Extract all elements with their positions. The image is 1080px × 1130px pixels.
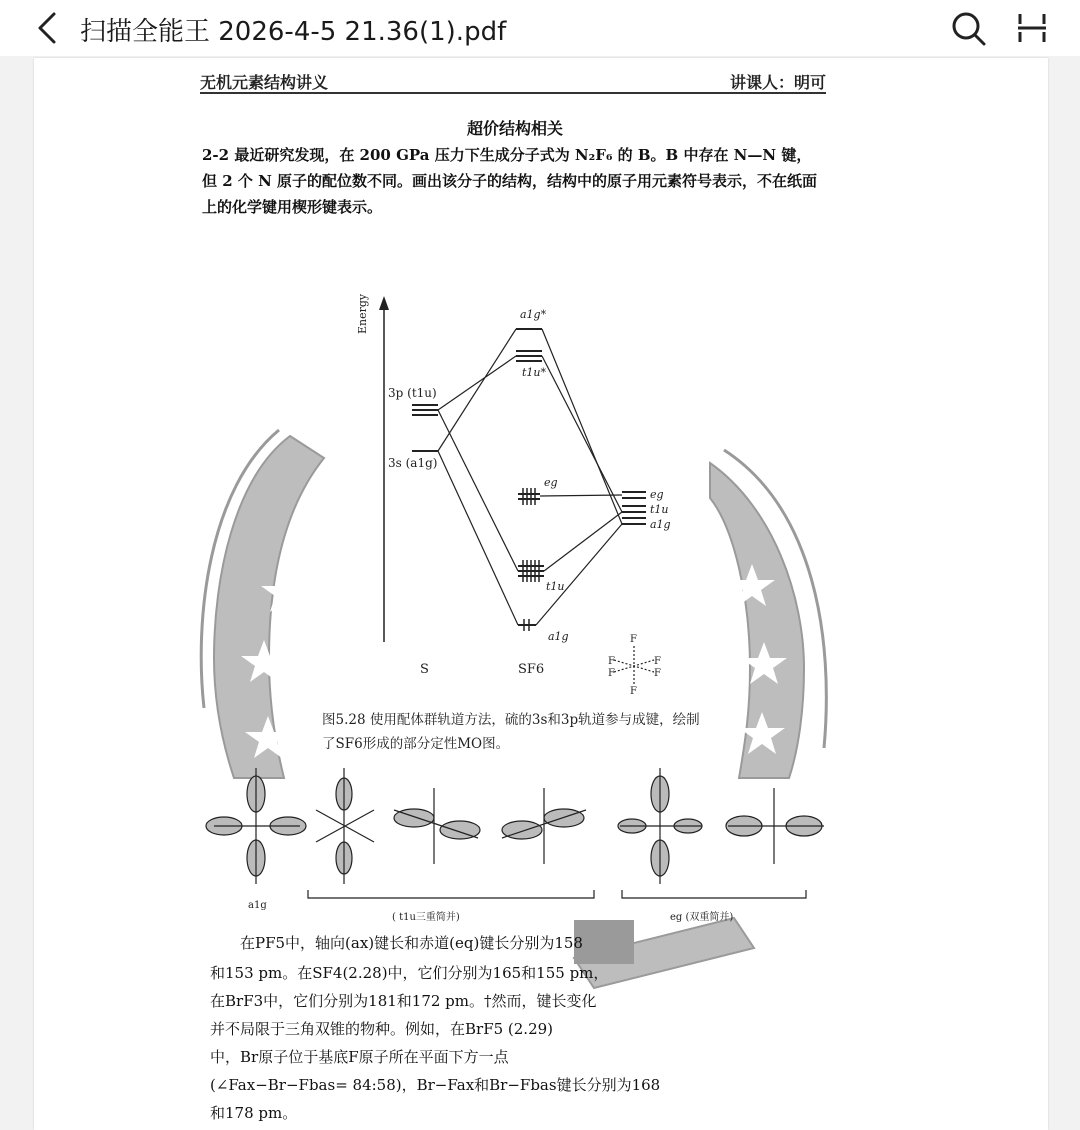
level-label: eg (650, 488, 664, 501)
level-label: eg (544, 476, 558, 489)
column-label-sf6: SF6 (518, 662, 545, 677)
problem-line: 但 2 个 N 原子的配位数不同。画出该分子的结构，结构中的原子用元素符号表示，不在纸面 (202, 172, 818, 190)
orbital-label: eg (双重简并) (670, 912, 734, 923)
f-atom-label: F (608, 668, 615, 679)
body-text-line: 中，Br原子位于基底F原子所在平面下方一点 (210, 1048, 509, 1066)
body-text-line: 和153 pm。在SF4(2.28)中，它们分别为165和155 pm， (210, 964, 609, 982)
problem-line: 上的化学键用楔形键表示。 (202, 198, 383, 216)
page-header-right: 讲课人：明可 (730, 73, 827, 92)
level-label: 3s (a1g) (388, 456, 438, 470)
menu-icon[interactable] (1008, 6, 1056, 50)
back-arrow-icon[interactable] (30, 8, 70, 48)
f-atom-label: F (654, 668, 661, 679)
document-page[interactable] (34, 58, 1048, 1130)
f-atom-label: F (630, 634, 637, 645)
stamp-stars (241, 564, 787, 758)
level-label: a1g (548, 630, 569, 643)
body-text-line: 和178 pm。 (210, 1104, 298, 1122)
level-label: a1g* (520, 308, 547, 321)
body-text-line: (∠Fax−Br−Fbas= 84:58)，Br−Fax和Br−Fbas键长分别为168 (210, 1076, 661, 1094)
level-label: a1g (650, 518, 671, 531)
figure-caption-line: 了SF6形成的部分定性MO图。 (322, 736, 510, 752)
document-title: 扫描全能王 2026-4-5 21.36(1).pdf (80, 17, 507, 47)
section-title: 超价结构相关 (467, 119, 564, 138)
level-label: 3p (t1u) (388, 386, 437, 400)
level-label: t1u (546, 580, 565, 593)
figure-caption-line: 图5.28 使用配体群轨道方法，硫的3s和3p轨道参与成键，绘制 (322, 712, 700, 728)
search-icon[interactable] (946, 6, 990, 50)
orbital-label: ( t1u三重简并) (392, 912, 460, 923)
level-label: t1u (650, 503, 669, 516)
f-atom-label: F (630, 686, 637, 697)
problem-line: 2-2 最近研究发现，在 200 GPa 压力下生成分子式为 N₂F₆ 的 B。B 中存在 N—N 键， (202, 146, 812, 164)
energy-axis-label: Energy (356, 293, 369, 334)
top-app-bar (0, 0, 1080, 56)
body-text-line: 并不局限于三角双锥的物种。例如，在BrF5 (2.29) (210, 1020, 554, 1038)
f-atom-label: F (608, 656, 615, 667)
page-header-left: 无机元素结构讲义 (200, 73, 329, 92)
body-text-line: 在BrF3中，它们分别为181和172 pm。†然而，键长变化 (210, 992, 597, 1010)
orbital-label: a1g (248, 900, 267, 911)
header-divider (200, 92, 826, 94)
body-text-line: 在PF5中，轴向(ax)键长和赤道(eq)键长分别为158 (240, 934, 583, 952)
level-label: t1u* (522, 366, 547, 379)
column-label-s: S (420, 662, 429, 677)
f-atom-label: F (654, 656, 661, 667)
